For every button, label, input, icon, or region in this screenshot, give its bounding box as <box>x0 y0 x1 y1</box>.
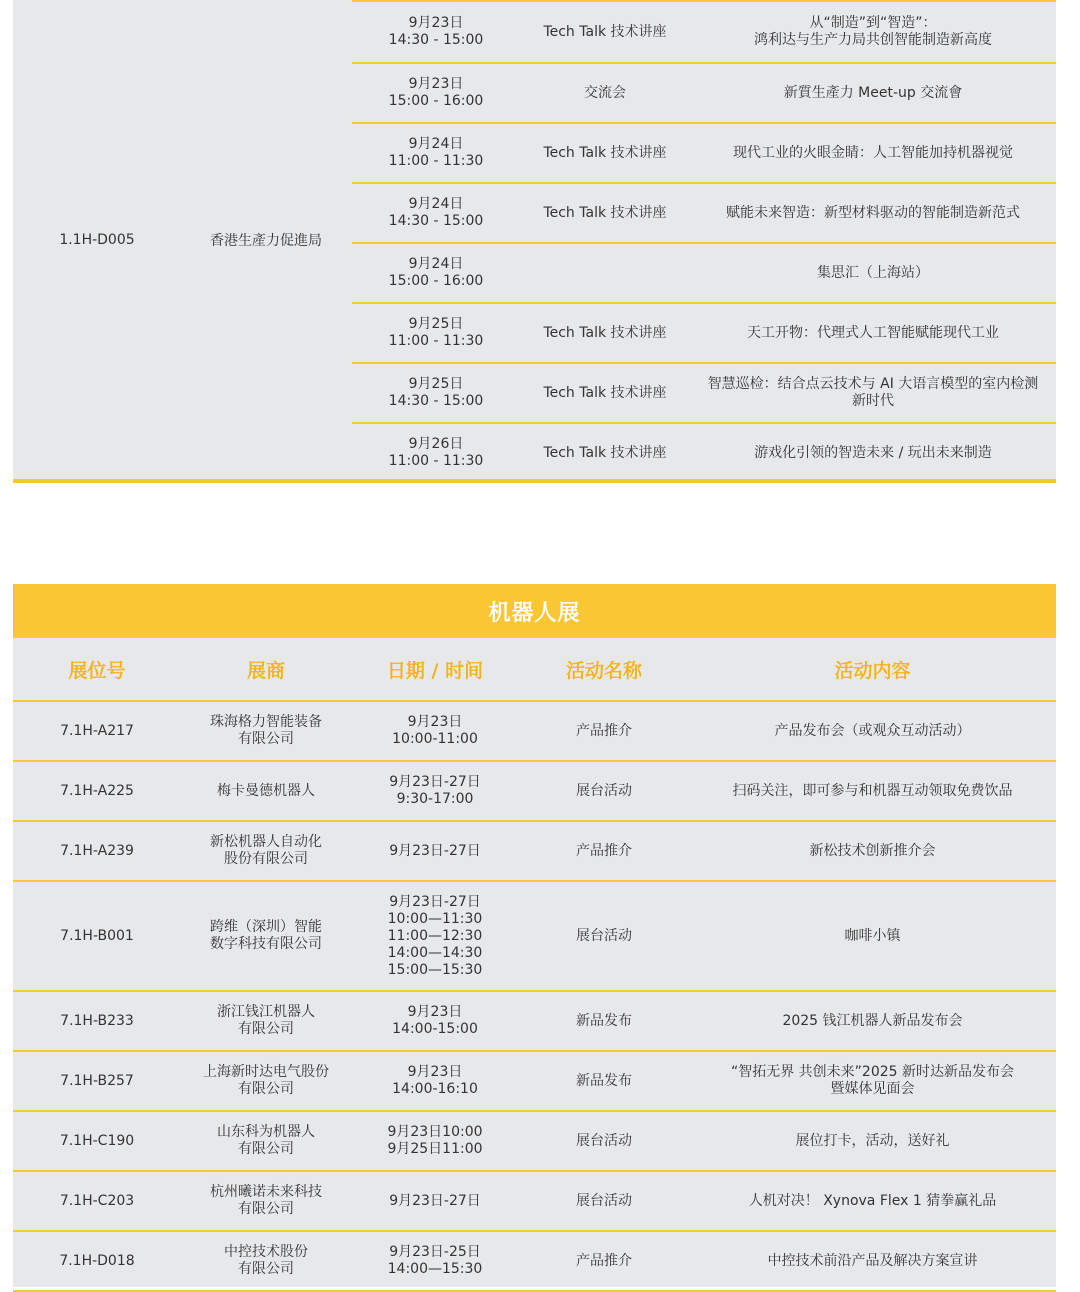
event-date: 9月23日10:00 9月25日11:00 <box>387 1124 483 1157</box>
event-date: 9月23日-27日 9:30-17:00 <box>389 774 481 807</box>
event-date: 9月23日-27日 <box>389 842 481 859</box>
exhibitor-name: 上海新时达电气股份 有限公司 <box>203 1064 329 1097</box>
robot-rows <box>13 702 1056 1292</box>
event-content: 咖啡小镇 <box>844 927 901 944</box>
event-content: 从“制造”到“智造”： 鸿利达与生产力局共创智能制造新高度 <box>754 15 992 48</box>
table-row <box>352 244 1056 304</box>
booth-number: 7.1H-B233 <box>60 1012 134 1029</box>
table-row <box>13 762 1056 822</box>
event-date: 9月24日 15:00 - 16:00 <box>388 256 484 289</box>
table-row <box>352 64 1056 124</box>
event-type: Tech Talk 技术讲座 <box>543 23 667 40</box>
booth-number: 7.1H-B257 <box>60 1072 134 1089</box>
booth-number: 7.1H-D018 <box>59 1252 135 1269</box>
exhibitor-name: 山东科为机器人 有限公司 <box>217 1124 315 1157</box>
booth-number: 7.1H-A239 <box>60 842 134 859</box>
event-content: 赋能未来智造：新型材料驱动的智能制造新范式 <box>726 204 1020 221</box>
booth-number: 1.1H-D005 <box>59 231 135 248</box>
table-row <box>13 882 1056 992</box>
event-content: 中控技术前沿产品及解决方案宣讲 <box>767 1252 978 1269</box>
event-content: 现代工业的火眼金睛：人工智能加持机器视觉 <box>733 144 1013 161</box>
event-date: 9月25日 11:00 - 11:30 <box>388 316 484 349</box>
exhibitor-name: 梅卡曼德机器人 <box>217 782 315 799</box>
booth-number: 7.1H-C203 <box>59 1192 135 1209</box>
booth-number: 7.1H-C190 <box>59 1132 135 1149</box>
event-date: 9月23日 14:30 - 15:00 <box>388 15 484 48</box>
booth-number: 7.1H-A217 <box>60 722 134 739</box>
exhibitor-name: 新松机器人自动化 股份有限公司 <box>210 834 322 867</box>
event-content: 集思汇（上海站） <box>817 264 929 281</box>
booth-number: 7.1H-A225 <box>60 782 134 799</box>
header-exhibitor: 展商 <box>246 659 285 682</box>
event-date: 9月26日 11:00 - 11:30 <box>388 436 484 469</box>
event-date: 9月23日 10:00-11:00 <box>392 714 478 747</box>
event-content: 游戏化引领的智造未来 / 玩出未来制造 <box>754 444 992 461</box>
exhibitor-name: 跨维（深圳）智能 数字科技有限公司 <box>210 919 322 952</box>
table-row <box>352 424 1056 482</box>
event-type: 展台活动 <box>576 927 632 944</box>
table-header-row <box>13 638 1056 702</box>
event-type: Tech Talk 技术讲座 <box>543 444 667 461</box>
table-row <box>13 1172 1056 1232</box>
exhibitor-name: 浙江钱江机器人 有限公司 <box>217 1004 315 1037</box>
event-type: 交流会 <box>584 84 626 101</box>
event-date: 9月23日-27日 <box>389 1192 481 1209</box>
event-type <box>520 244 690 302</box>
event-content: 新松技术创新推介会 <box>809 842 936 859</box>
table-row <box>13 702 1056 762</box>
table-row <box>13 1112 1056 1172</box>
event-type: 新品发布 <box>576 1012 632 1029</box>
event-type: 展台活动 <box>576 1132 632 1149</box>
exhibitor-name: 杭州曦诺未来科技 有限公司 <box>210 1184 322 1217</box>
header-date: 日期 / 时间 <box>386 659 484 682</box>
table-row <box>352 184 1056 244</box>
event-content: 展位打卡，活动，送好礼 <box>795 1132 950 1149</box>
header-activity-content: 活动内容 <box>834 659 911 682</box>
event-date: 9月24日 14:30 - 15:00 <box>388 196 484 229</box>
table-title: 机器人展 <box>13 584 1056 638</box>
table-row <box>352 0 1056 64</box>
table-row <box>13 1232 1056 1292</box>
event-content: 扫码关注，即可参与和机器互动领取免费饮品 <box>732 782 1013 799</box>
event-date: 9月23日-27日 10:00—11:30 11:00—12:30 14:00—14:30 15:00—15:30 <box>387 893 483 978</box>
exhibitor-name: 中控技术股份 有限公司 <box>224 1244 308 1277</box>
innovation-schedule-table <box>13 0 1056 483</box>
booth-number: 7.1H-B001 <box>60 927 134 944</box>
event-type: Tech Talk 技术讲座 <box>543 204 667 221</box>
event-date: 9月24日 11:00 - 11:30 <box>388 136 484 169</box>
event-content: 2025 钱江机器人新品发布会 <box>782 1012 963 1029</box>
event-content: 产品发布会（或观众互动活动） <box>774 722 971 739</box>
exhibitor-name: 香港生產力促進局 <box>210 232 322 249</box>
event-content: 新質生產力 Meet-up 交流會 <box>783 84 963 101</box>
header-activity-type: 活动名称 <box>565 659 642 682</box>
event-date: 9月23日-25日 14:00—15:30 <box>387 1244 483 1277</box>
event-date: 9月23日 14:00-16:10 <box>392 1064 478 1097</box>
event-date: 9月23日 15:00 - 16:00 <box>388 76 484 109</box>
table-row <box>13 822 1056 882</box>
event-type: 展台活动 <box>576 1192 632 1209</box>
robot-exhibition-table <box>13 584 1056 1287</box>
event-type: 产品推介 <box>576 722 632 739</box>
event-type: 产品推介 <box>576 1252 632 1269</box>
table-row <box>352 304 1056 364</box>
table-row <box>13 992 1056 1052</box>
event-content: “智拓无界 共创未来”2025 新时达新品发布会 暨媒体见面会 <box>730 1064 1015 1097</box>
event-type: 展台活动 <box>576 782 632 799</box>
table-row <box>352 364 1056 424</box>
event-content: 人机对决！ Xynova Flex 1 猜拳赢礼品 <box>748 1192 997 1209</box>
event-content: 智慧巡检：结合点云技术与 AI 大语言模型的室内检测 新时代 <box>707 376 1039 409</box>
table-row <box>352 124 1056 184</box>
event-type: Tech Talk 技术讲座 <box>543 324 667 341</box>
event-type: 产品推介 <box>576 842 632 859</box>
table-row <box>13 1052 1056 1112</box>
event-content: 天工开物：代理式人工智能赋能现代工业 <box>747 324 999 341</box>
exhibitor-name: 珠海格力智能装备 有限公司 <box>210 714 322 747</box>
event-type: Tech Talk 技术讲座 <box>543 384 667 401</box>
event-type: Tech Talk 技术讲座 <box>543 144 667 161</box>
event-date: 9月25日 14:30 - 15:00 <box>388 376 484 409</box>
event-date: 9月23日 14:00-15:00 <box>392 1004 478 1037</box>
schedule-rows <box>352 0 1056 482</box>
event-type: 新品发布 <box>576 1072 632 1089</box>
header-booth: 展位号 <box>68 659 126 682</box>
